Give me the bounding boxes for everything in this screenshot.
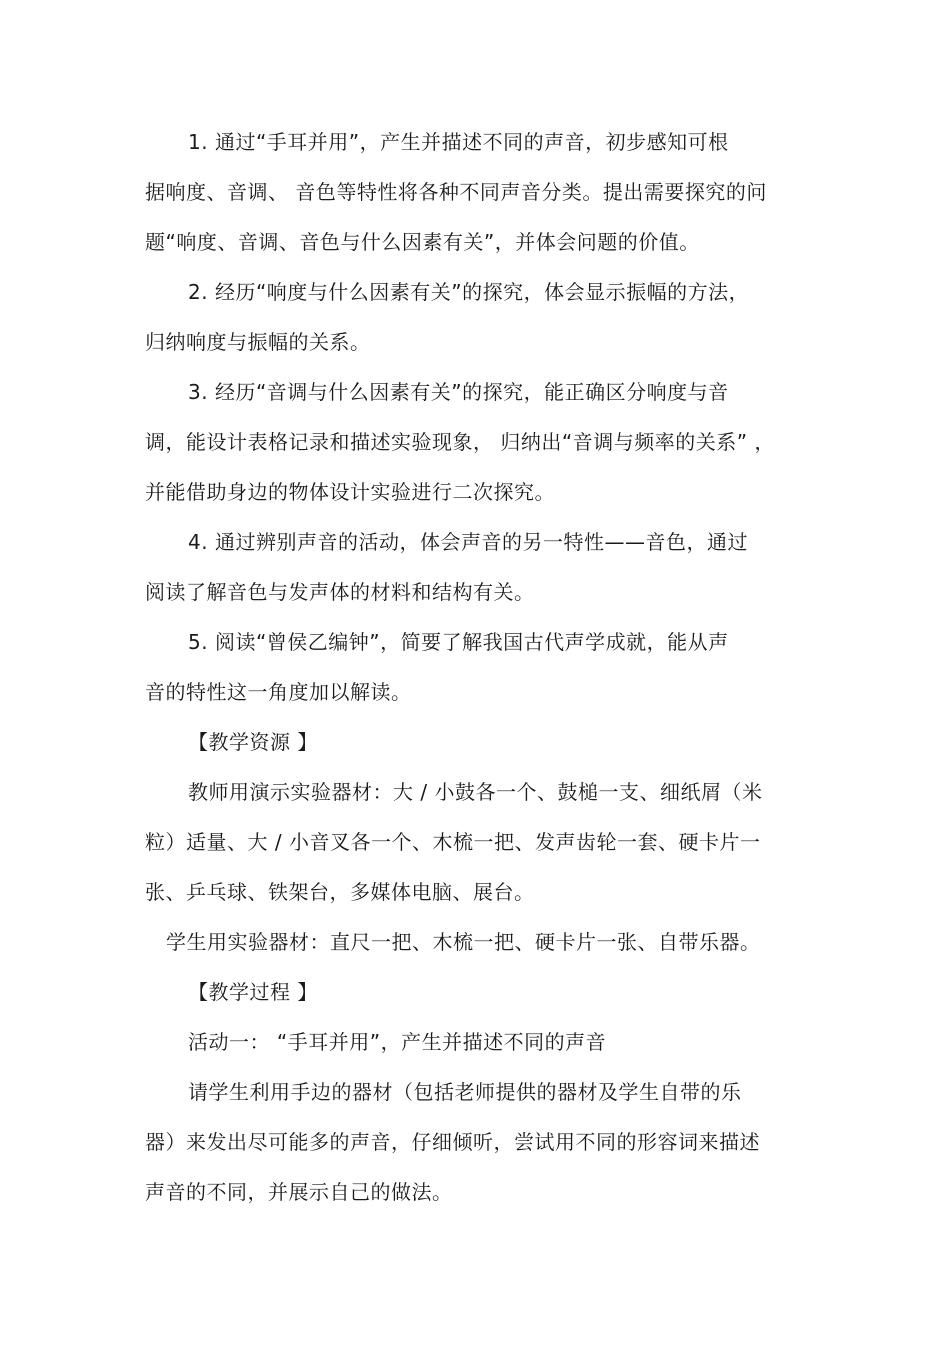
objective-2-line-1: 2. 经历“响度与什么因素有关”的探究，体会显示振幅的方法， <box>188 280 750 304</box>
objective-1-line-2: 据响度、音调、 音色等特性将各种不同声音分类。提出需要探究的问 <box>145 180 767 204</box>
section-heading-process: 【教学过程 】 <box>188 980 318 1004</box>
objective-1-line-3: 题“响度、音调、音色与什么因素有关”，并体会问题的价值。 <box>145 230 700 254</box>
objective-4-line-1: 4. 通过辨别声音的活动，体会声音的另一特性——音色，通过 <box>188 530 748 554</box>
activity-1-body-line-1: 请学生利用手边的器材（包括老师提供的器材及学生自带的乐 <box>188 1080 742 1104</box>
objective-3-line-3: 并能借助身边的物体设计实验进行二次探究。 <box>145 480 555 504</box>
activity-1-body-line-3: 声音的不同，并展示自己的做法。 <box>145 1180 453 1204</box>
student-materials-line: 学生用实验器材：直尺一把、木梳一把、硬卡片一张、自带乐器。 <box>166 930 761 954</box>
objective-3-line-2: 调，能设计表格记录和描述实验现象， 归纳出“音调与频率的关系” ， <box>145 430 775 454</box>
objective-1-line-1: 1. 通过“手耳并用”，产生并描述不同的声音，初步感知可根 <box>188 130 729 154</box>
teacher-materials-line-1: 教师用演示实验器材：大 / 小鼓各一个、鼓槌一支、细纸屑（米 <box>188 780 763 804</box>
activity-1-title: 活动一： “手耳并用”，产生并描述不同的声音 <box>188 1030 607 1054</box>
section-heading-resources: 【教学资源 】 <box>188 730 318 754</box>
objective-2-line-2: 归纳响度与振幅的关系。 <box>145 330 371 354</box>
objective-3-line-1: 3. 经历“音调与什么因素有关”的探究，能正确区分响度与音 <box>188 380 729 404</box>
teacher-materials-line-2: 粒）适量、大 / 小音叉各一个、木梳一把、发声齿轮一套、硬卡片一 <box>145 830 761 854</box>
objective-5-line-2: 音的特性这一角度加以解读。 <box>145 680 412 704</box>
objective-4-line-2: 阅读了解音色与发声体的材料和结构有关。 <box>145 580 535 604</box>
activity-1-body-line-2: 器）来发出尽可能多的声音，仔细倾听，尝试用不同的形容词来描述 <box>145 1130 760 1154</box>
teacher-materials-line-3: 张、乒乓球、铁架台，多媒体电脑、展台。 <box>145 880 535 904</box>
objective-5-line-1: 5. 阅读“曾侯乙编钟”，简要了解我国古代声学成就，能从声 <box>188 630 729 654</box>
